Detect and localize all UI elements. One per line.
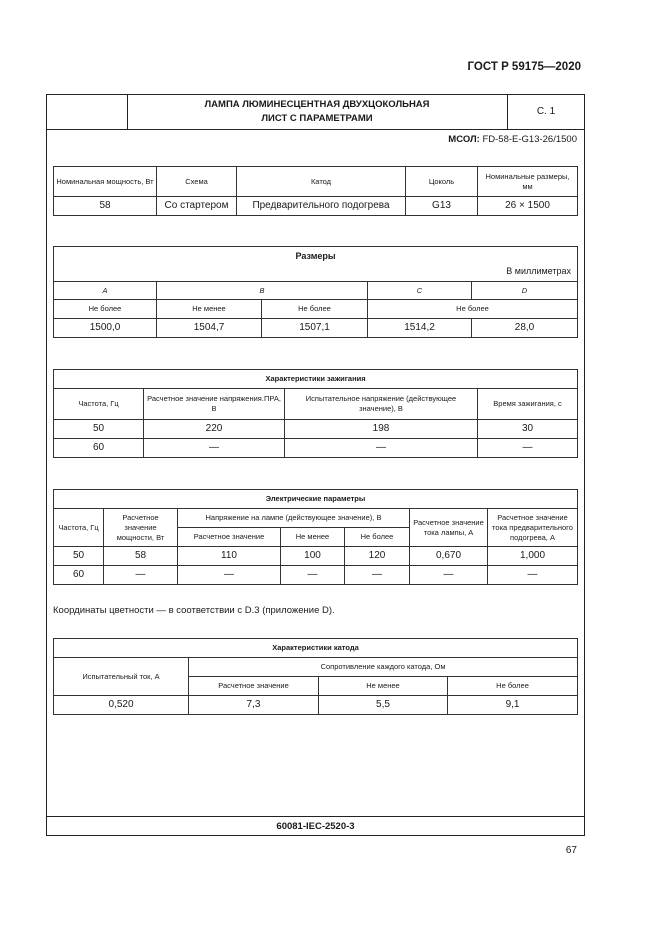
ignition-cell: 60 [54, 439, 144, 458]
electrical-cell: 110 [178, 547, 281, 566]
electrical-title: Электрические параметры [54, 490, 578, 509]
header-title [127, 94, 508, 129]
dimensions-title: Размеры [295, 251, 336, 261]
electrical-cell: 60 [54, 566, 104, 585]
cathode-value-max: 9,1 [448, 696, 578, 715]
electrical-header-voltage: Напряжение на лампе (действующее значение), В [178, 509, 410, 528]
dimensions-limit-a: Не более [54, 300, 157, 319]
dimensions-letter-d: D [472, 282, 578, 300]
electrical-cell: — [345, 566, 410, 585]
msol-value: FD-58-E-G13-26/1500 [482, 134, 577, 145]
summary-header-base: Цоколь [406, 167, 478, 197]
electrical-cell: — [104, 566, 178, 585]
electrical-cell: 0,670 [410, 547, 488, 566]
msol-label: МСОЛ: [448, 134, 480, 145]
electrical-cell: — [178, 566, 281, 585]
electrical-header-power: Расчетное значение мощности, Вт [104, 509, 178, 547]
summary-header-power: Номинальная мощность, Вт [54, 167, 157, 197]
summary-header-dimensions: Номинальные размеры, мм [478, 167, 578, 197]
cathode-header-resistance: Сопротивление каждого катода, Ом [189, 658, 578, 677]
dimensions-letter-c: C [368, 282, 472, 300]
ignition-cell: — [144, 439, 285, 458]
cathode-value-test-current: 0,520 [54, 696, 189, 715]
dimensions-value-b-min: 1504,7 [157, 319, 262, 338]
summary-table [53, 166, 578, 216]
standard-number: ГОСТ Р 59175—2020 [467, 61, 581, 73]
ignition-cell: 198 [285, 420, 478, 439]
cathode-title: Характеристики катода [54, 639, 578, 658]
header-title-line1: ЛАМПА ЛЮМИНЕСЦЕНТНАЯ ДВУХЦОКОЛЬНАЯ [204, 98, 430, 110]
cathode-table [53, 638, 578, 715]
ignition-title: Характеристики зажигания [54, 370, 578, 389]
electrical-header-voltage-min: Не менее [281, 528, 345, 547]
sheet-footer-code: 60081-IEC-2520-3 [46, 816, 585, 836]
electrical-cell: 50 [54, 547, 104, 566]
header-sheet-number: С. 1 [536, 106, 556, 117]
ignition-header-ballast-voltage: Расчетное значение напряжения.ПРА, В [144, 389, 285, 420]
summary-header-scheme: Схема [157, 167, 237, 197]
ignition-table [53, 369, 578, 458]
ignition-header-frequency: Частота, Гц [54, 389, 144, 420]
ignition-cell: 30 [478, 420, 578, 439]
electrical-cell: — [281, 566, 345, 585]
dimensions-limit-b-max: Не более [262, 300, 368, 319]
page-number: 67 [565, 845, 577, 856]
cathode-value-min: 5,5 [319, 696, 448, 715]
electrical-header-frequency: Частота, Гц [54, 509, 104, 547]
dimensions-letter-b: B [157, 282, 368, 300]
electrical-header-current: Расчетное значение тока лампы, А [410, 509, 488, 547]
dimensions-unit: В миллиметрах [506, 266, 572, 276]
dimensions-value-d: 28,0 [472, 319, 578, 338]
electrical-header-preheat: Расчетное значение тока предварительного подогрева, А [488, 509, 578, 547]
msol-designation [448, 134, 577, 145]
cathode-header-max: Не более [448, 677, 578, 696]
electrical-header-voltage-rated: Расчетное значение [178, 528, 281, 547]
electrical-cell: 1,000 [488, 547, 578, 566]
cathode-header-rated: Расчетное значение [189, 677, 319, 696]
electrical-cell: — [410, 566, 488, 585]
dimensions-value-b-max: 1507,1 [262, 319, 368, 338]
electrical-cell: 100 [281, 547, 345, 566]
ignition-cell: — [478, 439, 578, 458]
summary-value-power: 58 [54, 197, 157, 216]
dimensions-title-cell [54, 247, 578, 282]
dimensions-limit-b-min: Не менее [157, 300, 262, 319]
chromaticity-note: Координаты цветности — в соответствии с D.3 (приложение D). [53, 605, 335, 616]
electrical-cell: 58 [104, 547, 178, 566]
ignition-header-test-voltage: Испытательное напряжение (действующее значение), В [285, 389, 478, 420]
header-title-line2: ЛИСТ С ПАРАМЕТРАМИ [261, 112, 373, 124]
electrical-cell: 120 [345, 547, 410, 566]
cathode-header-test-current: Испытательный ток, А [54, 658, 189, 696]
ignition-cell: 50 [54, 420, 144, 439]
electrical-cell: — [488, 566, 578, 585]
ignition-cell: 220 [144, 420, 285, 439]
ignition-header-time: Время зажигания, с [478, 389, 578, 420]
dimensions-letter-a: A [54, 282, 157, 300]
electrical-table [53, 489, 578, 585]
summary-value-cathode: Предварительного подогрева [237, 197, 406, 216]
dimensions-table [53, 246, 578, 338]
header-blank-cell [46, 94, 128, 129]
summary-value-scheme: Со стартером [157, 197, 237, 216]
summary-value-dimensions: 26 × 1500 [478, 197, 578, 216]
electrical-header-voltage-max: Не более [345, 528, 410, 547]
sheet-header [46, 94, 585, 130]
cathode-value-rated: 7,3 [189, 696, 319, 715]
cathode-header-min: Не менее [319, 677, 448, 696]
dimensions-value-a: 1500,0 [54, 319, 157, 338]
dimensions-value-c: 1514,2 [368, 319, 472, 338]
ignition-cell: — [285, 439, 478, 458]
summary-header-cathode: Катод [237, 167, 406, 197]
dimensions-limit-cd: Не более [368, 300, 578, 319]
summary-value-base: G13 [406, 197, 478, 216]
